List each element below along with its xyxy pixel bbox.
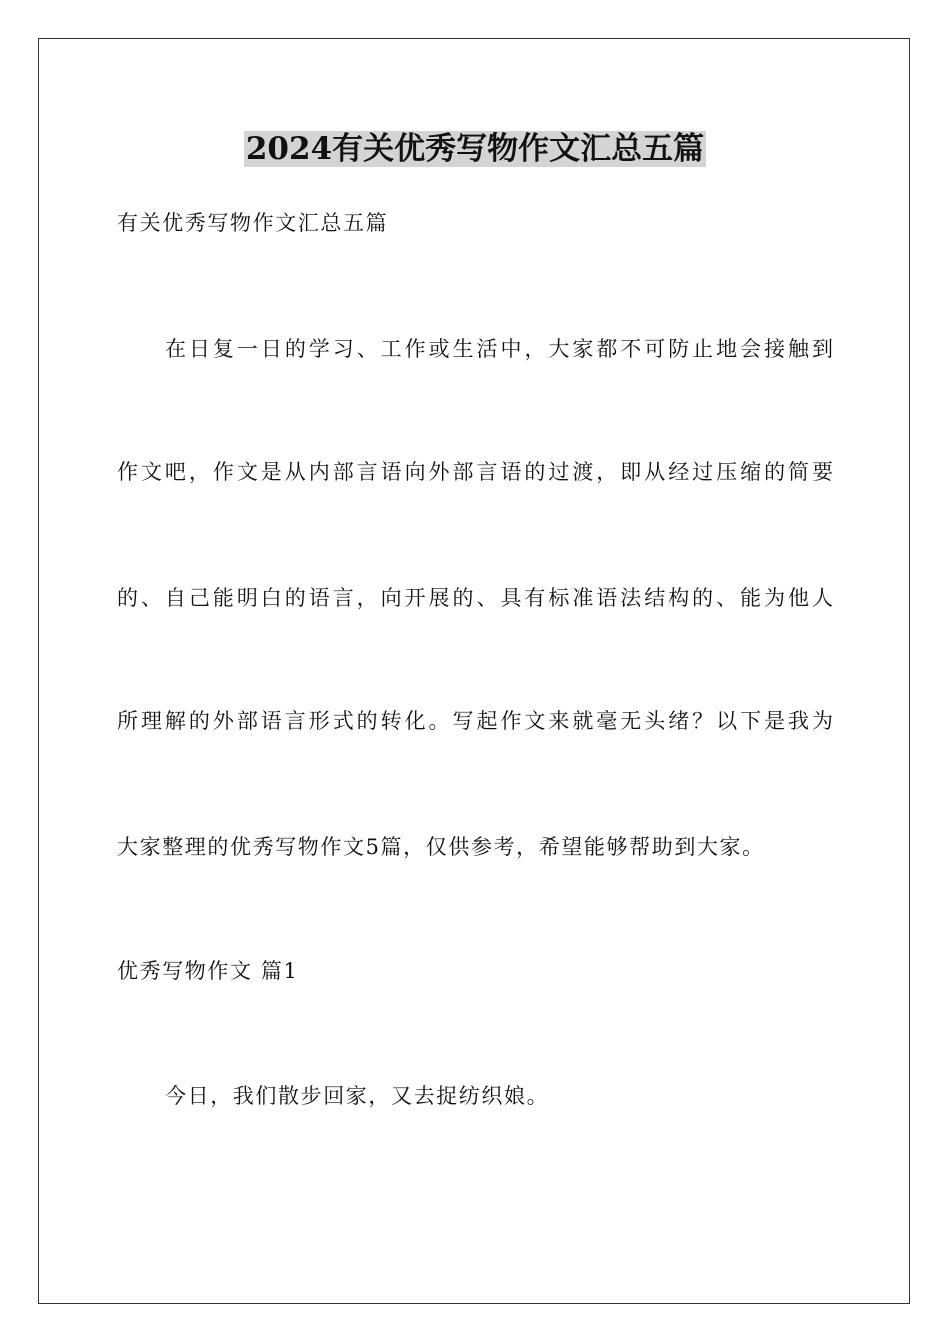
document-title [0,128,950,170]
intro-line-1: 在日复一日的学习、工作或生活中，大家都不可防止地会接触到 [165,337,833,361]
intro-line-3: 的、自己能明白的语言，向开展的、具有标准语法结构的、能为他人 [117,586,833,610]
intro-line-4: 所理解的外部语言形式的转化。写起作文来就毫无头绪？以下是我为 [117,709,833,733]
intro-line-5: 大家整理的优秀写物作文5篇，仅供参考，希望能够帮助到大家。 [117,835,765,859]
intro-line-2: 作文吧，作文是从内部言语向外部言语的过渡，即从经过压缩的简要 [117,460,833,484]
section-first-line: 今日，我们散步回家，又去捉纺织娘。 [165,1084,550,1108]
document-title-text: 2024有关优秀写物作文汇总五篇 [245,131,705,167]
section-heading: 优秀写物作文 篇1 [117,959,299,983]
document-subtitle: 有关优秀写物作文汇总五篇 [117,211,389,235]
